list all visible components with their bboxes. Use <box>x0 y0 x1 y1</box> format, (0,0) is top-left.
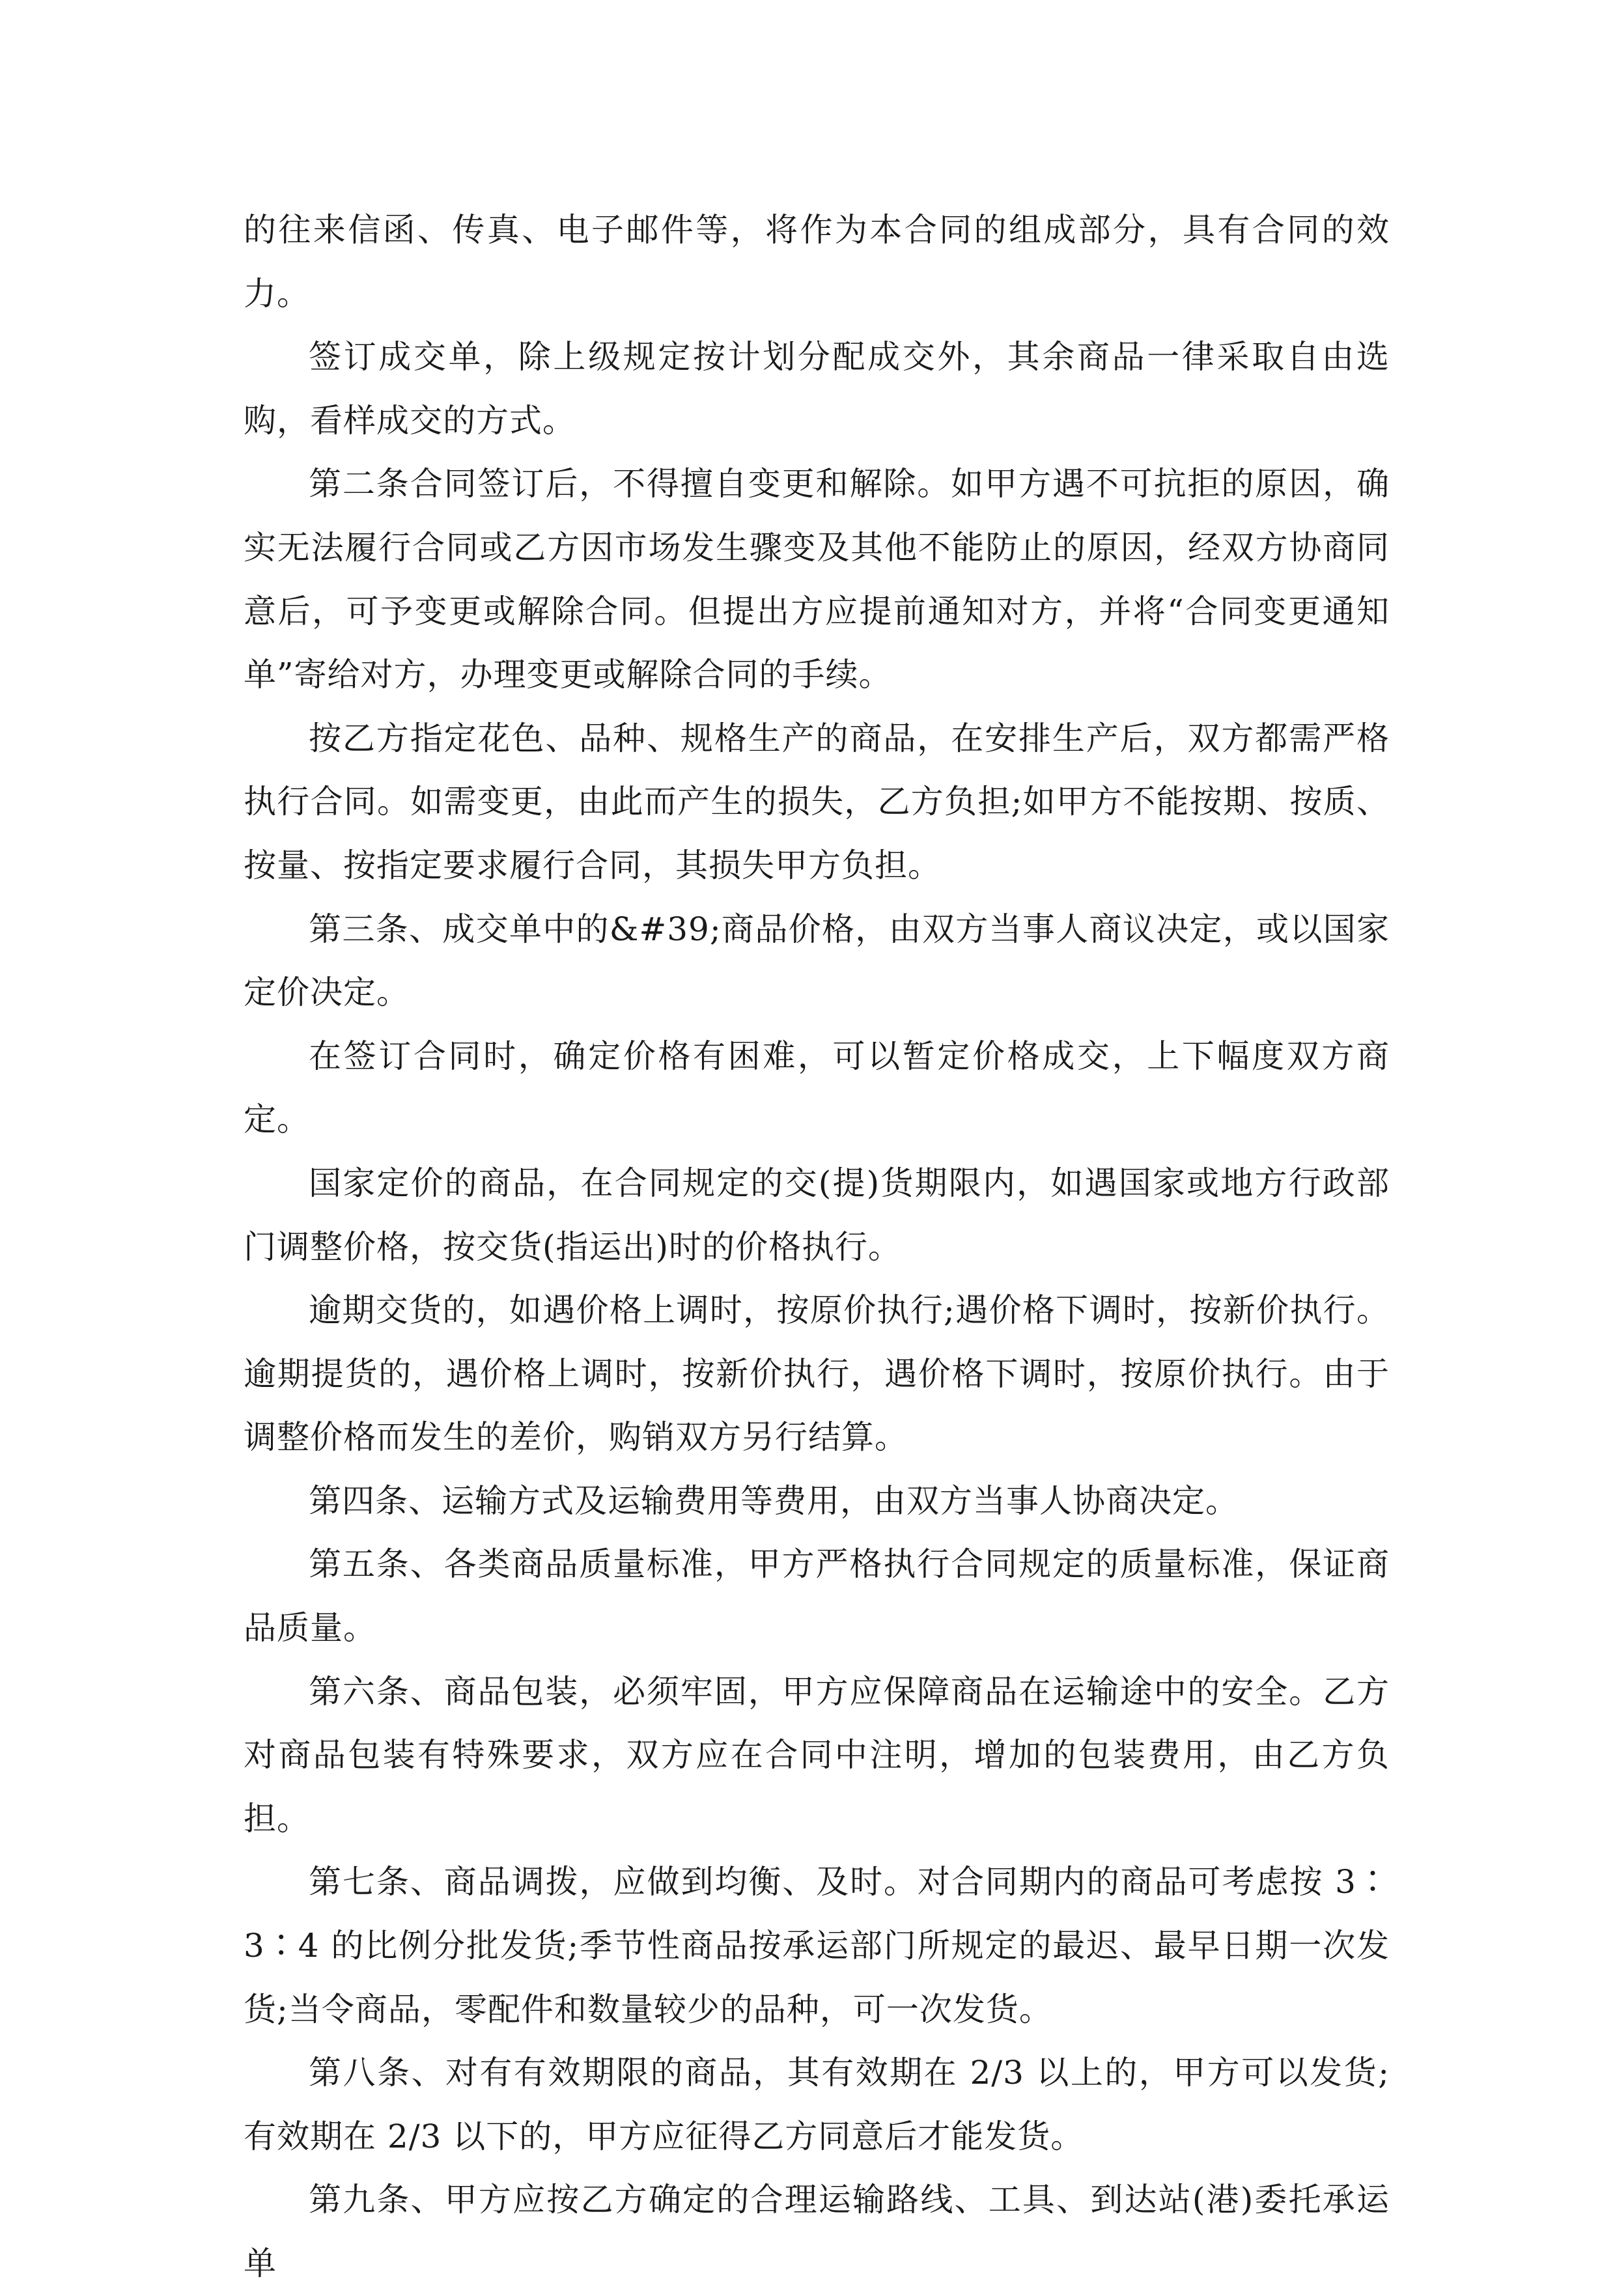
paragraph-12: 第七条、商品调拨，应做到均衡、及时。对合同期内的商品可考虑按 3∶3∶4 的比例分批发货;季节性商品按承运部门所规定的最迟、最早日期一次发货;当令商品，零配件和数量较少的品种，可一次发货。 <box>244 1863 1390 2028</box>
paragraph-10: 第五条、各类商品质量标准，甲方严格执行合同规定的质量标准，保证商品质量。 <box>244 1545 1390 1647</box>
paragraph-4: 按乙方指定花色、品种、规格生产的商品，在安排生产后，双方都需严格执行合同。如需变更，由此而产生的损失，乙方负担;如甲方不能按期、按质、按量、按指定要求履行合同，其损失甲方负担。 <box>244 719 1390 884</box>
paragraph-11: 第六条、商品包装，必须牢固，甲方应保障商品在运输途中的安全。乙方对商品包装有特殊要求，双方应在合同中注明，增加的包装费用，由乙方负担。 <box>244 1672 1390 1838</box>
paragraph-9: 第四条、运输方式及运输费用等费用，由双方当事人协商决定。 <box>309 1481 1239 1520</box>
paragraph-6: 在签订合同时，确定价格有困难，可以暂定价格成交，上下幅度双方商定。 <box>244 1037 1390 1139</box>
paragraph-1: 的往来信函、传真、电子邮件等，将作为本合同的组成部分，具有合同的效力。 <box>244 211 1390 313</box>
paragraph-7: 国家定价的商品，在合同规定的交(提)货期限内，如遇国家或地方行政部门调整价格，按交货(指运出)时的价格执行。 <box>244 1164 1390 1266</box>
paragraph-8: 逾期交货的，如遇价格上调时，按原价执行;遇价格下调时，按新价执行。逾期提货的，遇价格上调时，按新价执行，遇价格下调时，按原价执行。由于调整价格而发生的差价，购销双方另行结算。 <box>244 1291 1390 1457</box>
paragraph-3: 第二条合同签订后，不得擅自变更和解除。如甲方遇不可抗拒的原因，确实无法履行合同或乙方因市场发生骤变及其他不能防止的原因，经双方协商同意后，可予变更或解除合同。但提出方应提前通知对方，并将“合同变更通知单”寄给对方，办理变更或解除合同的手续。 <box>244 465 1390 694</box>
paragraph-5: 第三条、成交单中的&#39;商品价格，由双方当事人商议决定，或以国家定价决定。 <box>244 910 1390 1012</box>
paragraph-13: 第八条、对有有效期限的商品，其有效期在 2/3 以上的，甲方可以发货;有效期在 2/3 以下的，甲方应征得乙方同意后才能发货。 <box>244 2054 1390 2155</box>
paragraph-14: 第九条、甲方应按乙方确定的合理运输路线、工具、到达站(港)委托承运单 <box>244 2181 1390 2282</box>
paragraph-2: 签订成交单，除上级规定按计划分配成交外，其余商品一律采取自由选购，看样成交的方式。 <box>244 338 1390 440</box>
contract-text-body <box>244 199 1390 2296</box>
